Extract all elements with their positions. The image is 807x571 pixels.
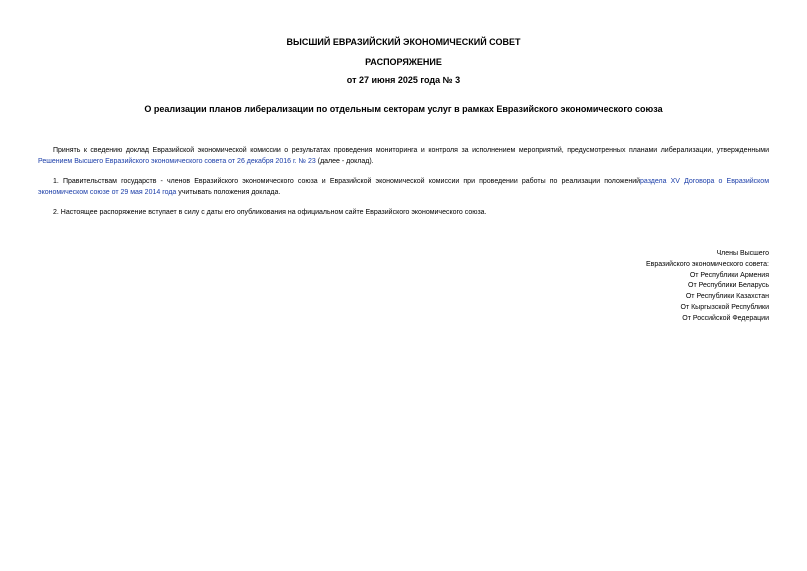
signature-line: От Российской Федерации bbox=[682, 314, 769, 322]
paragraph-preamble bbox=[38, 145, 769, 167]
signature-block bbox=[646, 249, 769, 325]
signature-line: От Кыргызской Республики bbox=[680, 303, 769, 311]
council-title: ВЫСШИЙ ЕВРАЗИЙСКИЙ ЭКОНОМИЧЕСКИЙ СОВЕТ bbox=[286, 37, 521, 47]
treaty-link[interactable]: раздела XV Договора о Евразийском экономическом союзе от 29 мая 2014 года bbox=[38, 178, 770, 196]
signature-line: От Республики Казахстан bbox=[685, 293, 769, 301]
signature-line: От Республики Армения bbox=[689, 271, 769, 279]
signature-line: Члены Высшего bbox=[716, 250, 769, 257]
document-date-number: от 27 июня 2025 года № 3 bbox=[346, 75, 461, 85]
paragraph-item-2: 2. Настоящее распоряжение вступает в силу с даты его опубликования на официальном сайте Евразийского экономического союза. bbox=[53, 209, 487, 216]
paragraph-item-1 bbox=[38, 176, 769, 198]
signature-line: От Республики Беларусь bbox=[688, 282, 769, 290]
decision-link[interactable]: Решением Высшего Евразийского экономического совета от 26 декабря 2016 г. № 23 bbox=[38, 158, 316, 165]
paragraph-text: 1. Правительствам государств - членов Евразийского экономического союза и Евразийской экономической комиссии при проведении работы по реализации положений bbox=[53, 178, 641, 185]
document-subject: О реализации планов либерализации по отдельным секторам услуг в рамках Евразийского экономического союза bbox=[144, 104, 663, 114]
paragraph-text: учитывать положения доклада. bbox=[176, 189, 281, 196]
document-type: РАСПОРЯЖЕНИЕ bbox=[365, 57, 442, 67]
signature-line: Евразийского экономического совета: bbox=[645, 260, 769, 268]
paragraph-text: (далее - доклад). bbox=[315, 158, 374, 165]
paragraph-text: Принять к сведению доклад Евразийской экономической комиссии о результатах проведения мониторинга и контроля за исполнением мероприятий, предусмотренных планами либерализации, утвержденными bbox=[53, 147, 769, 154]
